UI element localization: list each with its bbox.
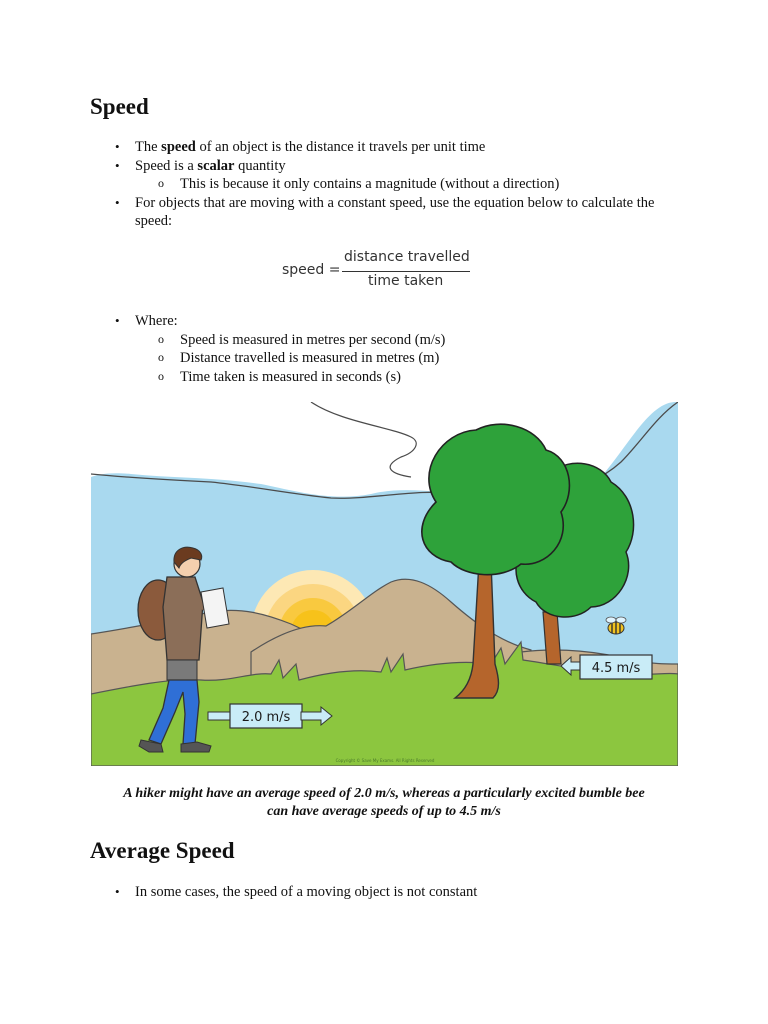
bumble-bee <box>606 617 626 634</box>
bee-speed-label: 4.5 m/s <box>591 661 641 676</box>
bullet-text: Speed is a <box>135 157 198 174</box>
equation-numerator: distance travelled <box>344 249 470 265</box>
list-item: • In some cases, the speed of a moving object is not constant <box>90 883 690 902</box>
list-item: • For objects that are moving with a constant speed, use the equation below to calculate the speed: <box>90 194 690 231</box>
bullet-text: of an object is the distance it travels per unit time <box>195 139 486 155</box>
caption-line-2: can have average speeds of up to 4.5 m/s <box>267 804 501 819</box>
fraction-bar <box>342 271 470 272</box>
equation-lhs: speed = <box>282 262 341 278</box>
sub-list-item: o Distance travelled is measured in metres (m) <box>135 349 690 368</box>
list-item <box>90 157 690 194</box>
heading-speed: Speed <box>90 94 149 119</box>
bold-term-speed: speed <box>161 139 196 155</box>
units-sub-list <box>135 331 690 387</box>
sub-list-item: o Speed is measured in metres per second (m/s) <box>135 331 690 350</box>
list-item <box>90 312 690 386</box>
speed-definition-list <box>90 138 690 231</box>
bullet-text: The <box>135 139 162 155</box>
caption-line-1: A hiker might have an average speed of 2.0 m/s, whereas a particularly excited bumble bee <box>123 786 645 801</box>
where-list <box>90 312 690 386</box>
figure-caption <box>90 785 678 821</box>
heading-average-speed: Average Speed <box>90 838 235 863</box>
average-speed-list <box>90 883 690 902</box>
list-item <box>90 138 690 157</box>
sub-list-item: o Time taken is measured in seconds (s) <box>135 368 690 387</box>
where-label: Where: <box>135 313 178 329</box>
sub-list-item: o This is because it only contains a magnitude (without a direction) <box>135 175 690 194</box>
sub-list <box>135 175 690 194</box>
hiker-speed-label: 2.0 m/s <box>241 710 291 725</box>
hiker-bee-illustration <box>91 402 678 766</box>
bullet-text: quantity <box>234 157 286 174</box>
copyright-notice: Copyright © Save My Exams. All Rights Reserved <box>335 758 435 763</box>
equation-denominator: time taken <box>368 273 444 289</box>
bold-term-scalar: scalar <box>197 157 235 174</box>
